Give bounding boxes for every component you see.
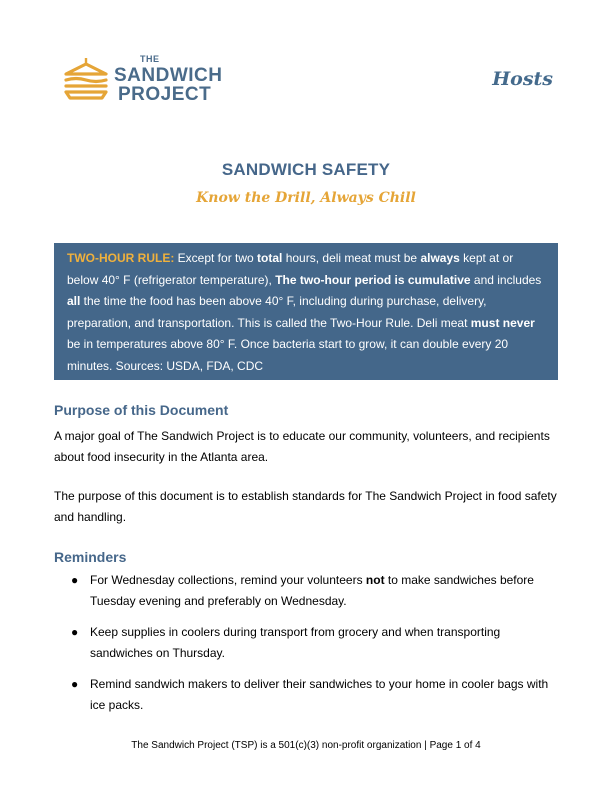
page-subtitle: Know the Drill, Always Chill (196, 190, 416, 206)
purpose-paragraph-2: The purpose of this document is to establish standards for The Sandwich Project in food safety and handling. (54, 489, 557, 524)
callout-text: Except for two (174, 251, 258, 265)
two-hour-rule-callout (54, 243, 558, 380)
page-footer: The Sandwich Project (TSP) is a 501(c)(3) non-profit organization | Page 1 of 4 (131, 740, 481, 751)
callout-bold: total (257, 251, 283, 265)
list-item-text: to make sandwiches before Tuesday evening and preferably on Wednesday. (90, 573, 534, 608)
logo-the: THE (140, 54, 160, 64)
callout-text: be in temperatures above 80° F. Once bacteria start to grow, it can double every 20 minutes. Sources: USDA, FDA, CDC (67, 337, 509, 373)
callout-text: and includes (470, 272, 542, 287)
reminders-heading: Reminders (54, 549, 127, 565)
hosts-label: Hosts (492, 68, 553, 90)
callout-bold: always (420, 251, 460, 265)
reminders-list (54, 570, 564, 726)
callout-text: hours, deli meat must be (282, 251, 421, 265)
purpose-heading: Purpose of this Document (54, 402, 229, 418)
list-item-bold: not (365, 573, 385, 587)
list-item (54, 674, 564, 716)
list-item (54, 570, 564, 612)
list-item (54, 622, 564, 664)
bullet-icon: ● (71, 677, 79, 691)
bullet-icon: ● (71, 625, 79, 639)
logo (62, 54, 232, 106)
logo-wordmark-line2: PROJECT (118, 84, 212, 105)
purpose-paragraph-1: A major goal of The Sandwich Project is to educate our community, volunteers, and recipients about food insecurity in the Atlanta area. (54, 429, 550, 464)
callout-bold: must never (470, 315, 535, 330)
callout-text: the time the food has been above 40° F, including during purchase, delivery, preparation, and transportation. This is called the Two-Hour Rule. Deli meat (67, 294, 487, 330)
page-title: SANDWICH SAFETY (221, 160, 391, 179)
list-item-text: Remind sandwich makers to deliver their sandwiches to your home in cooler bags with ice packs. (90, 677, 549, 712)
bullet-icon: ● (71, 573, 79, 587)
callout-text: kept at or below 40° F (refrigerator temperature), (67, 251, 514, 287)
list-item-text: For Wednesday collections, remind your volunteers (90, 573, 366, 587)
sandwich-icon (62, 56, 110, 104)
logo-wordmark-line1: SANDWICH (114, 65, 223, 86)
callout-bold: all (67, 294, 81, 308)
callout-label: TWO-HOUR RULE: (67, 251, 175, 265)
list-item-text: Keep supplies in coolers during transport from grocery and when transporting sandwiches on Thursday. (90, 625, 501, 660)
callout-bold: The two-hour period is cumulative (275, 272, 471, 287)
